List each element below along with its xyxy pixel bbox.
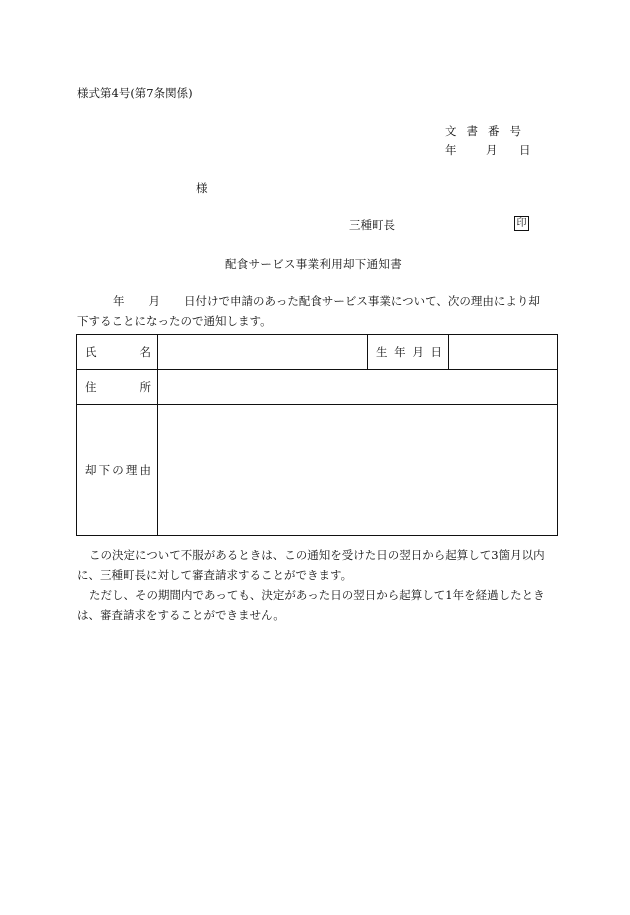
appeal-note-line-2: に、三種町長に対して審査請求することができます。 [77, 568, 353, 582]
notice-body [77, 291, 557, 331]
notice-body-line-1 [77, 291, 557, 311]
birthdate-value-cell [449, 335, 558, 370]
address-label: 住所 [77, 370, 158, 405]
body-year-label: 年 [113, 294, 125, 308]
appeal-notes [77, 545, 557, 625]
address-value-cell [158, 370, 558, 405]
seal-mark: 印 [514, 216, 529, 231]
document-title: 配食サービス事業利用却下通知書 [225, 257, 402, 271]
notice-body-line-2: 下することになったので通知します。 [77, 314, 272, 328]
reason-value-cell [158, 405, 558, 536]
body-month-label: 月 [148, 294, 160, 308]
form-number: 様式第4号(第7条関係) [77, 86, 193, 100]
appeal-note-line-3-text: ただし、その期間内であっても、決定があった日の翌日から起算して1年を経過したとき [89, 588, 545, 602]
reason-label: 却下の理由 [77, 405, 158, 536]
table-row-name [77, 335, 558, 370]
name-label: 氏名 [77, 335, 158, 370]
date-day-label: 日 [519, 143, 531, 157]
body-line-1-text: 日付けで申請のあった配食サービス事業について、次の理由により却 [184, 294, 540, 308]
date-year-label: 年 [445, 143, 457, 157]
birthdate-label: 生年月日 [368, 335, 449, 370]
table-row-reason [77, 405, 558, 536]
appeal-note-line-1-text: この決定について不服があるときは、この通知を受けた日の翌日から起算して3箇月以内 [89, 548, 545, 562]
name-value-cell [158, 335, 368, 370]
document-number-label: 文書番号 [445, 124, 531, 138]
addressee-suffix: 様 [196, 181, 208, 195]
table-row-address [77, 370, 558, 405]
appeal-note-line-4: は、審査請求をすることができません。 [77, 608, 285, 622]
applicant-info-table [76, 334, 558, 536]
issue-date-line [445, 142, 531, 158]
appeal-note-line-3 [77, 585, 557, 605]
appeal-note-line-1 [77, 545, 557, 565]
issuer-title: 三種町長 [349, 218, 395, 232]
date-month-label: 月 [486, 143, 498, 157]
